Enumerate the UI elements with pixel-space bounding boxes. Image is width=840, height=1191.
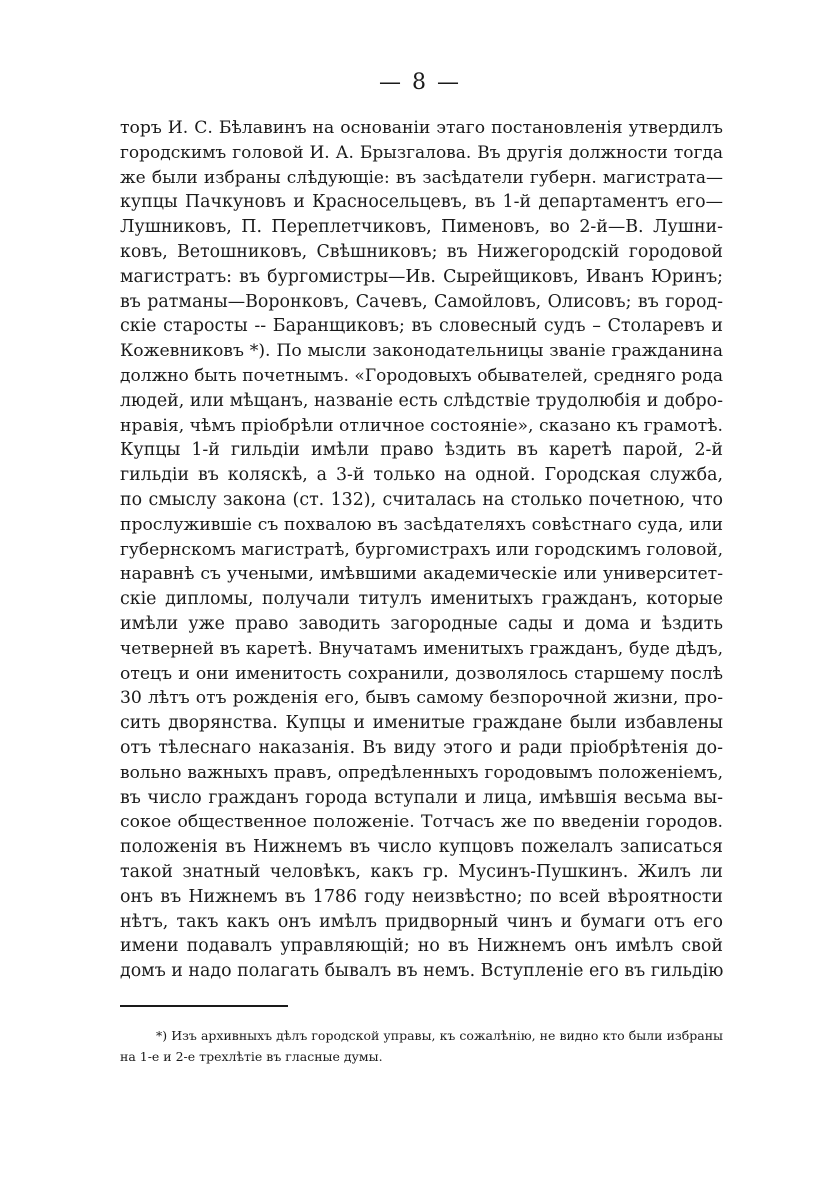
text-line: четверней въ каретѣ. Внучатамъ именитыхъ гражданъ, буде дѣдъ, <box>120 638 723 659</box>
text-line: наравнѣ съ учеными, имѣвшими академическіе или университет- <box>120 564 723 585</box>
text-line: Лушниковъ, П. Переплетчиковъ, Пименовъ, во 2-й—В. Лушни- <box>120 217 723 238</box>
text-line: торъ И. С. Бѣлавинъ на основаніи этаго постановленія утвердилъ <box>120 118 723 138</box>
text-line: скіе старосты -- Баранщиковъ; въ словесный судъ – Столаревъ и <box>120 316 723 337</box>
text-line: отъ тѣлеснаго наказанія. Въ виду этого и ради пріобрѣтенія до- <box>120 737 723 758</box>
text-line: же были избраны слѣдующіе: въ засѣдатели губерн. магистрата— <box>120 167 723 188</box>
footnote <box>120 1025 723 1067</box>
footnote-line: *) Изъ архивныхъ дѣлъ городской управы, къ сожалѣнію, не видно кто были избраны <box>156 1028 723 1043</box>
text-line: гильдіи въ коляскѣ, а 3-й только на одной. Городская служба, <box>120 465 723 486</box>
text-line: губернскомъ магистратѣ, бургомистрахъ или городскимъ головой, <box>120 539 724 560</box>
text-line: нравія, чѣмъ пріобрѣли отличное состояніе», сказано къ грамотѣ. <box>120 415 723 436</box>
text-line: имѣли уже право заводить загородные сады и дома и ѣздить <box>120 613 723 634</box>
text-line: купцы Пачкуновъ и Красносельцевъ, въ 1-й департаментъ его— <box>120 192 723 213</box>
text-line: по смыслу закона (ст. 132), считалась на столько почетною, что <box>120 489 723 510</box>
text-line: Купцы 1-й гильдіи имѣли право ѣздить въ каретѣ парой, 2-й <box>120 440 723 461</box>
text-line: сить дворянства. Купцы и именитые граждане были избавлены <box>120 713 723 734</box>
text-line: въ ратманы—Воронковъ, Сачевъ, Самойловъ, Олисовъ; въ город- <box>120 291 723 312</box>
text-line: сокое общественное положеніе. Тотчасъ же по введеніи городов. <box>120 812 723 833</box>
text-line: въ число гражданъ города вступали и лица, имѣвшія весьма вы- <box>120 787 723 808</box>
main-text <box>120 116 723 984</box>
footnote-line: на 1-е и 2-е трехлѣтіе въ гласные думы. <box>120 1049 383 1064</box>
text-line: онъ въ Нижнемъ въ 1786 году неизвѣстно; по всей вѣроятности <box>120 886 723 907</box>
text-line: такой знатный человѣкъ, какъ гр. Мусинъ-Пушкинъ. Жилъ ли <box>120 861 723 882</box>
text-line: вольно важныхъ правъ, опредѣленныхъ городовымъ положеніемъ, <box>120 762 723 783</box>
text-line: 30 лѣтъ отъ рожденія его, бывъ самому безпорочной жизни, про- <box>120 688 723 709</box>
text-line: городскимъ головой И. А. Брызгалова. Въ другія должности тогда <box>120 142 723 163</box>
text-line: ковъ, Ветошниковъ, Свѣшниковъ; въ Нижегородскій городовой <box>120 241 723 262</box>
text-line: прослужившіе съ похвалою въ засѣдателяхъ совѣстнаго суда, или <box>120 514 723 535</box>
text-line: нѣтъ, такъ какъ онъ имѣлъ придворный чинъ и бумаги отъ его <box>120 911 723 932</box>
footnote-divider <box>120 1005 288 1007</box>
text-line: домъ и надо полагать бывалъ въ немъ. Вступленіе его въ гильдію <box>120 961 724 982</box>
text-line: отецъ и они именитость сохранили, дозволялось старшему послѣ <box>120 663 723 684</box>
text-line: имени подавалъ управляющій; но въ Нижнемъ онъ имѣлъ свой <box>120 936 723 957</box>
text-line: положенія въ Нижнемъ въ число купцовъ пожелалъ записаться <box>120 837 723 858</box>
text-line: должно быть почетнымъ. «Городовыхъ обывателей, средняго рода <box>120 365 723 386</box>
text-line: Кожевниковъ *). По мысли законодательницы званіе гражданина <box>120 341 723 362</box>
text-line: скіе дипломы, получали титулъ именитыхъ гражданъ, которые <box>120 589 723 610</box>
text-line: магистратъ: въ бургомистры—Ив. Сырейщиковъ, Иванъ Юринъ; <box>120 266 723 287</box>
text-line: людей, или мѣщанъ, названіе есть слѣдствіе трудолюбія и добро- <box>120 390 723 411</box>
page-number: — 8 — <box>379 70 461 95</box>
